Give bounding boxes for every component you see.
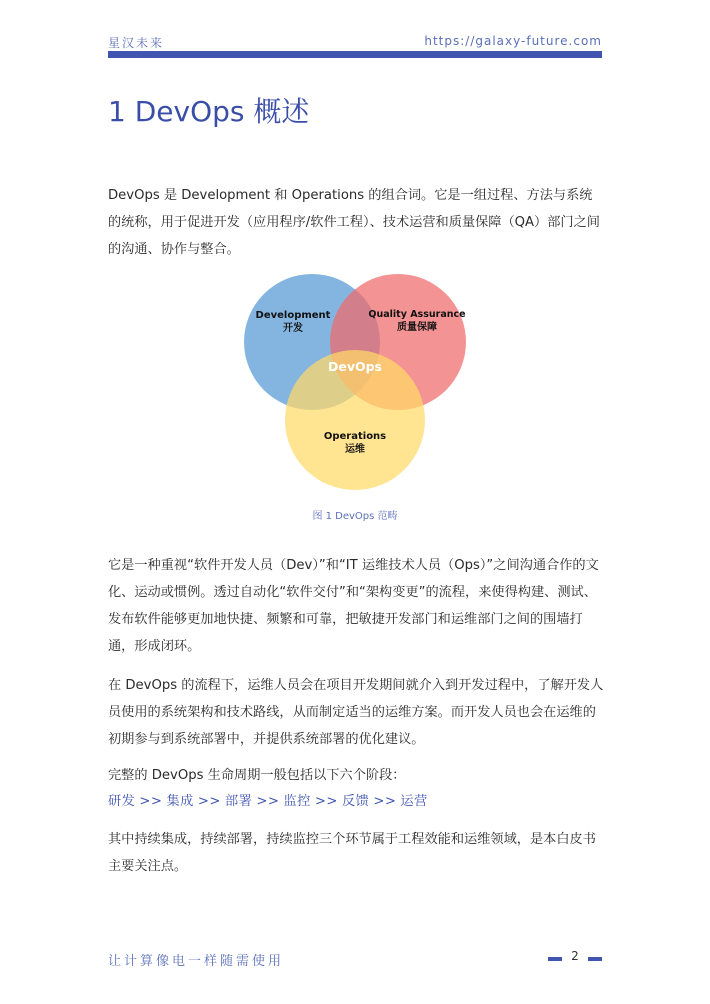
venn-label-ops-cn: 运维 (345, 444, 365, 455)
stage-separator: >> (314, 794, 338, 809)
stage-separator: >> (256, 794, 280, 809)
stage-item: 运营 (400, 794, 428, 809)
venn-label-dev-en: Development (255, 310, 331, 321)
paragraph-lifecycle: 完整的 DevOps 生命周期一般包括以下六个阶段： (108, 768, 406, 783)
lifecycle-stages (108, 790, 428, 809)
stage-item: 部署 (224, 794, 253, 809)
page-number-bar-left (548, 957, 562, 961)
page-number: 2 (571, 949, 579, 963)
venn-label-qa-cn: 质量保障 (397, 322, 437, 333)
page-header (108, 30, 602, 58)
header-rule (108, 51, 602, 58)
figure-caption: 图 1 DevOps 范畴 (312, 511, 398, 522)
page-number-bar-right (588, 957, 602, 961)
paragraph-intro: DevOps 是 Development 和 Operations 的组合词。它是一组过程、方法与系统的统称，用于促进开发（应用程序/软件工程）、技术运营和质量保障（QA）部门之间的沟通、协作与整合。 (108, 188, 600, 257)
paragraph-culture: 它是一种重视“软件开发人员（Dev）”和“IT 运维技术人员（Ops）”之间沟通合作的文化、运动或惯例。透过自动化“软件交付”和“架构变更”的流程，来使得构建、测试、发布软件能够更加地快捷、频繁和可靠，把敏捷开发部门和运维部门之间的围墙打通，形成闭环。 (108, 558, 599, 654)
footer-slogan: 让计算像电一样随需使用 (108, 954, 285, 969)
header-url[interactable]: https://galaxy-future.com (424, 34, 602, 48)
header-brand: 星汉未来 (108, 36, 165, 50)
venn-label-center: DevOps (327, 359, 383, 374)
stage-item: 集成 (166, 794, 194, 809)
stage-item: 监控 (283, 794, 311, 809)
stage-separator: >> (139, 794, 163, 809)
stage-separator: >> (197, 794, 221, 809)
venn-label-ops-en: Operations (323, 431, 387, 442)
stage-item: 研发 (108, 794, 136, 809)
stage-separator: >> (373, 794, 397, 809)
page-number-block (548, 948, 602, 968)
venn-label-dev-cn: 开发 (283, 323, 303, 334)
venn-label-qa-en: Quality Assurance (368, 309, 466, 320)
paragraph-process: 在 DevOps 的流程下，运维人员会在项目开发期间就介入到开发过程中，了解开发人员使用的系统架构和技术路线，从而制定适当的运维方案。而开发人员也会在运维的初期参与到系统部署中，并提供系统部署的优化建议。 (108, 678, 604, 747)
section-title: 1 DevOps 概述 (108, 95, 310, 128)
devops-venn-diagram (230, 270, 480, 492)
stage-item: 反馈 (341, 794, 370, 809)
paragraph-focus: 其中持续集成，持续部署，持续监控三个环节属于工程效能和运维领域，是本白皮书主要关注点。 (108, 832, 596, 874)
